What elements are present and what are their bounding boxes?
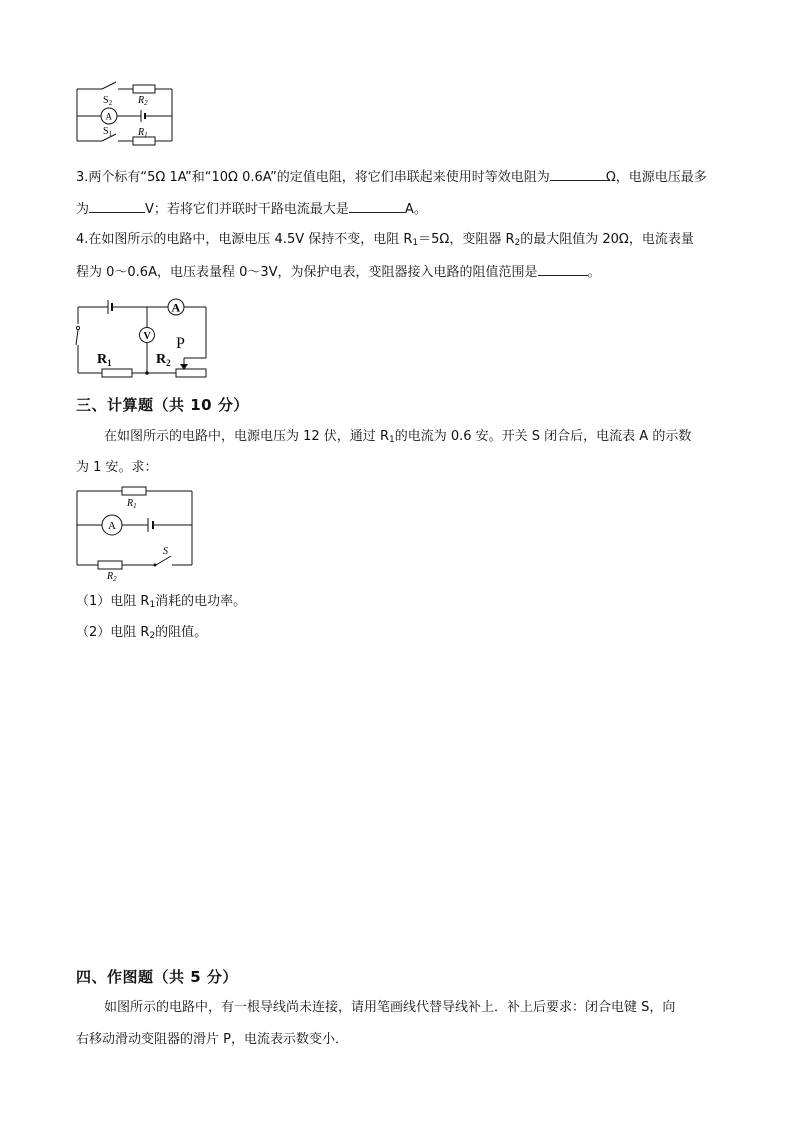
slider-label: P <box>176 335 185 352</box>
answer-blank-q4[interactable] <box>538 261 588 276</box>
label-r1: $R_1$ <box>97 352 112 368</box>
section-3-item-2: （2）电阻 $R_2$的阻值。 <box>76 625 208 641</box>
label-r2: $R_2$ <box>138 95 148 107</box>
ammeter-label: A <box>108 520 116 532</box>
section-4-line-2: 右移动滑动变阻器的滑片 P，电流表示数变小． <box>76 1032 348 1047</box>
section-3-item-1: （1）电阻 $R_1$消耗的电功率。 <box>76 594 247 610</box>
question-4-line-1: 4.在如图所示的电路中，电源电压 4.5V 保持不变，电阻 $R_1=5\Omega$，变阻器 $R_2$的最大阻值为 20Ω，电流表量 <box>76 232 694 248</box>
answer-blank-q3-3[interactable] <box>349 198 405 213</box>
section-3-line-1: 在如图所示的电路中，电源电压为 12 伏，通过 $R_1$的电流为 0.6 安。开关 S 闭合后，电流表 A 的示数 <box>104 429 692 445</box>
section-4-heading: 四、作图题（共 5 分） <box>76 968 238 986</box>
label-r2: $R_2$ <box>156 352 171 368</box>
answer-blank-q3-2[interactable] <box>89 198 145 213</box>
question-3-line-2: 为 V；若将它们并联时干路电流最大是 A。 <box>76 198 427 220</box>
voltmeter-label: V <box>143 331 151 342</box>
switch-label: S <box>163 546 168 557</box>
circuit-diagram-1 <box>74 78 178 148</box>
label-r1: $R_1$ <box>138 127 148 139</box>
answer-blank-q3-1[interactable] <box>550 166 606 181</box>
circuit-diagram-3 <box>74 484 198 582</box>
ammeter-label: A <box>171 300 181 315</box>
section-3-heading: 三、计算题（共 10 分） <box>76 396 249 414</box>
question-4-line-2: 程为 0～0.6A，电压表量程 0～3V，为保护电表，变阻器接入电路的阻值范围是 。 <box>76 261 601 283</box>
ammeter-label: A <box>105 111 112 122</box>
label-r1: $R_1$ <box>127 498 137 510</box>
label-s2: $S_2$ <box>103 95 113 107</box>
section-3-line-2: 为 1 安。求： <box>76 460 158 475</box>
label-r2: $R_2$ <box>107 571 117 582</box>
question-3-line-1: 3.两个标有“5Ω 1A”和“10Ω 0.6A”的定值电阻，将它们串联起来使用时等效电阻为 Ω，电源电压最多 <box>76 166 707 188</box>
label-s1: $S_1$ <box>103 126 113 138</box>
circuit-diagram-2 <box>72 290 212 380</box>
section-4-line-1: 如图所示的电路中，有一根导线尚未连接，请用笔画线代替导线补上．补上后要求：闭合电键 S，向 <box>104 1000 676 1015</box>
